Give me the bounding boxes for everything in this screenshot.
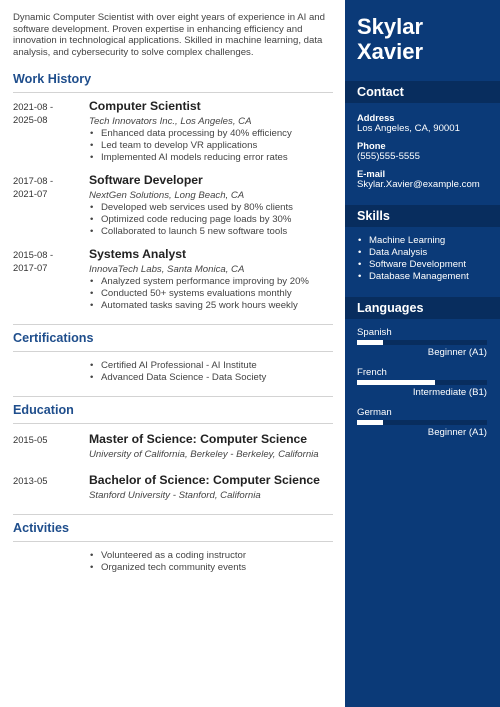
address-value: Los Angeles, CA, 90001 (357, 123, 460, 134)
sidebar-heading-contact: Contact (345, 81, 500, 103)
achievement-list (89, 276, 332, 312)
date-end: 2017-07 (13, 261, 48, 273)
work-entry-dates (13, 173, 89, 238)
degree: Master of Science: Computer Science (89, 432, 308, 447)
address-label: Address (357, 112, 395, 123)
phone-value: (555)555-5555 (357, 151, 420, 162)
employer: Tech Innovators Inc., Los Angeles, CA (89, 116, 252, 128)
work-history-section (13, 72, 332, 325)
last-name: Xavier (357, 39, 424, 64)
achievement-item: • Developed web services used by 80% clients (89, 202, 332, 214)
education-entry-body (89, 473, 332, 502)
school: University of California, Berkeley - Berkeley, California (89, 449, 319, 461)
proficiency-bar (357, 380, 487, 385)
proficiency-bar (357, 340, 487, 345)
section-title-certifications: Certifications (13, 331, 94, 346)
certification-list (89, 360, 332, 384)
achievement-list (89, 202, 332, 238)
degree: Bachelor of Science: Computer Science (89, 473, 320, 488)
language-name: French (357, 367, 387, 378)
proficiency-fill (357, 340, 383, 345)
education-entry (13, 473, 332, 502)
activity-list (89, 550, 332, 574)
achievement-item: • Enhanced data processing by 40% efficiency (89, 128, 332, 140)
skill-item: • Software Development (357, 259, 500, 271)
language-name: German (357, 407, 392, 418)
employer: NextGen Solutions, Long Beach, CA (89, 190, 245, 202)
language-entry (345, 367, 500, 399)
achievement-item: • Implemented AI models reducing error rates (89, 152, 332, 164)
date-start: 2021-08 - (13, 101, 54, 113)
section-divider (13, 396, 333, 397)
section-divider (13, 324, 333, 325)
work-entry-body (89, 247, 332, 312)
work-entry-dates (13, 99, 89, 164)
achievement-item: • Led team to develop VR applications (89, 140, 332, 152)
work-entry (13, 247, 332, 312)
proficiency-fill (357, 380, 435, 385)
email-value: Skylar.Xavier@example.com (357, 179, 480, 190)
job-title: Systems Analyst (89, 247, 187, 262)
work-entry (13, 99, 332, 164)
achievement-item: • Conducted 50+ systems evaluations monthly (89, 288, 332, 300)
section-divider (13, 541, 333, 542)
language-level: Beginner (A1) (427, 347, 487, 358)
professional-summary: Dynamic Computer Scientist with over eight years of experience in AI and software development. Proven expertise in enhancing efficiency and innovation in technological applications. Skilled in machine learning, data analysis, and cybersecurity to solve complex challenges. (13, 12, 325, 58)
work-entry (13, 173, 332, 238)
job-title: Software Developer (89, 173, 203, 188)
activity-item: • Organized tech community events (89, 562, 332, 574)
proficiency-bar (357, 420, 487, 425)
graduation-date: 2013-05 (13, 475, 48, 487)
work-entry-dates (13, 247, 89, 312)
skill-item: • Machine Learning (357, 235, 500, 247)
achievement-item: • Collaborated to launch 5 new software tools (89, 226, 332, 238)
language-entry (345, 407, 500, 439)
certification-item: • Certified AI Professional - AI Institute (89, 360, 332, 372)
section-divider (13, 423, 333, 424)
graduation-date: 2015-05 (13, 434, 48, 446)
first-name: Skylar (357, 14, 424, 39)
education-section (13, 403, 332, 515)
date-start: 2015-08 - (13, 249, 54, 261)
date-start: 2017-08 - (13, 175, 54, 187)
section-title-education: Education (13, 403, 74, 418)
job-title: Computer Scientist (89, 99, 201, 114)
date-end: 2021-07 (13, 187, 48, 199)
language-level: Intermediate (B1) (412, 387, 487, 398)
phone-label: Phone (357, 140, 386, 151)
sidebar-heading-languages: Languages (345, 297, 500, 319)
sidebar-spacer (345, 103, 500, 109)
skill-item: • Data Analysis (357, 247, 500, 259)
section-divider (13, 92, 333, 93)
school: Stanford University - Stanford, California (89, 490, 261, 502)
activities-section (13, 521, 332, 574)
proficiency-fill (357, 420, 383, 425)
section-divider (13, 514, 333, 515)
achievement-list (89, 128, 332, 164)
skill-list (345, 235, 500, 283)
certification-item: • Advanced Data Science - Data Society (89, 372, 332, 384)
language-level: Beginner (A1) (427, 427, 487, 438)
education-entry (13, 432, 332, 461)
achievement-item: • Analyzed system performance improving by 20% (89, 276, 332, 288)
resume-sidebar (345, 0, 500, 707)
email-label: E-mail (357, 168, 386, 179)
date-end: 2025-08 (13, 113, 48, 125)
certifications-section (13, 331, 332, 397)
section-title-activities: Activities (13, 521, 69, 536)
language-name: Spanish (357, 327, 392, 338)
candidate-name (345, 0, 500, 64)
language-entry (345, 327, 500, 359)
achievement-item: • Optimized code reducing page loads by 30% (89, 214, 332, 226)
education-entry-body (89, 432, 332, 461)
achievement-item: • Automated tasks saving 25 work hours weekly (89, 300, 332, 312)
section-divider (13, 351, 333, 352)
employer: InnovaTech Labs, Santa Monica, CA (89, 264, 245, 276)
section-title-work-history: Work History (13, 72, 92, 87)
skill-item: • Database Management (357, 271, 500, 283)
work-entry-body (89, 99, 332, 164)
work-entry-body (89, 173, 332, 238)
activity-item: • Volunteered as a coding instructor (89, 550, 332, 562)
sidebar-heading-skills: Skills (345, 205, 500, 227)
